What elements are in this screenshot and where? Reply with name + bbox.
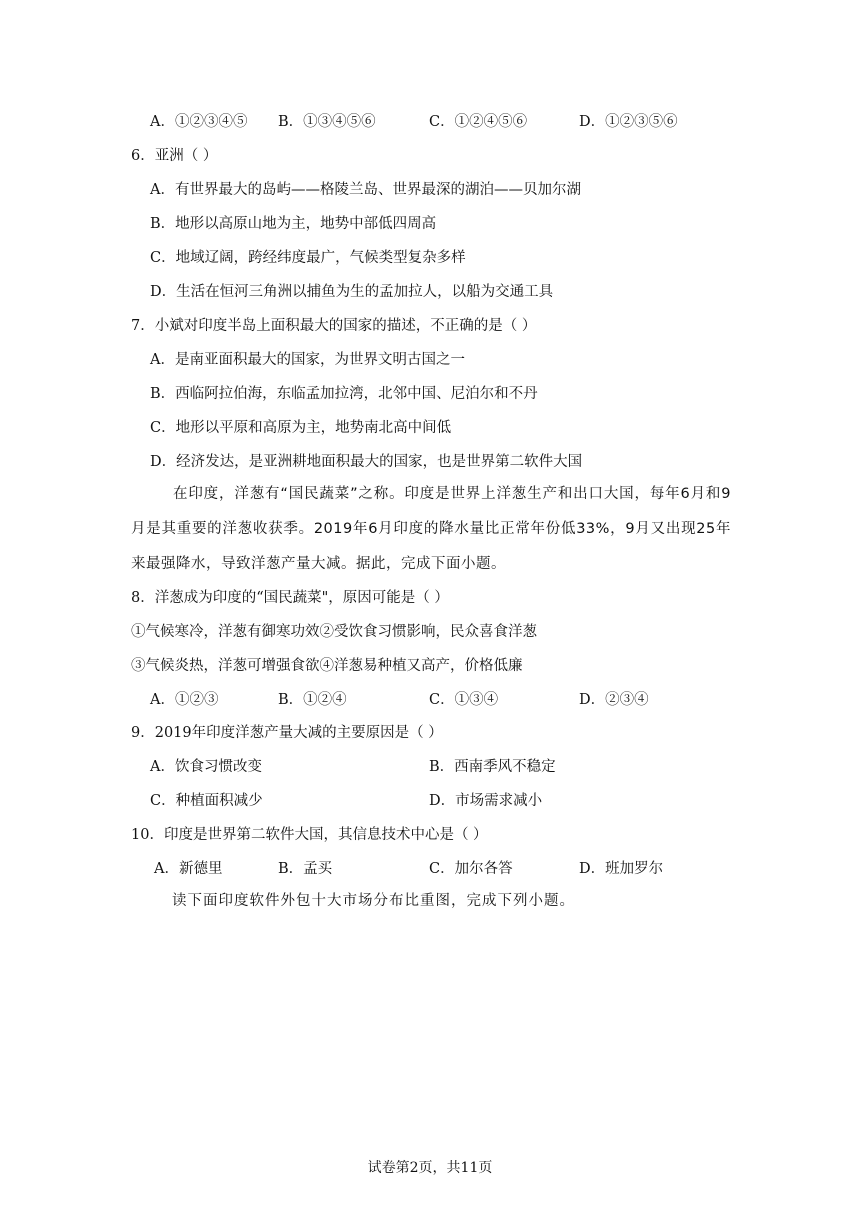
q10-option-a: A．新德里	[154, 861, 223, 877]
page-footer: 试卷第2页，共11页	[367, 1160, 493, 1176]
q8-option-a: A．①②③	[150, 692, 219, 708]
q8-statement-line1: ①气候寒冷，洋葱有御寒功效②受饮食习惯影响，民众喜食洋葱	[131, 624, 537, 640]
q7-stem: 7．小斌对印度半岛上面积最大的国家的描述，不正确的是（ ）	[131, 318, 537, 334]
q8-option-b: B．①②④	[278, 692, 347, 708]
q6-stem: 6．亚洲（ ）	[131, 148, 218, 164]
q5-option-c: C．①②④⑤⑥	[429, 114, 528, 130]
reading-passage: 在印度，洋葱有“国民蔬菜”之称。印度是世界上洋葱生产和出口大国，每年6月和9月是其重要的洋葱收获季。2019年6月印度的降水量比正常年份低33%，9月又出现25年来最强降水，导致洋葱产量大减。据此，完成下面小题。	[131, 486, 731, 572]
q6-option-c: C．地域辽阔，跨经纬度最广，气候类型复杂多样	[150, 250, 466, 266]
q8-option-d: D．②③④	[579, 692, 649, 708]
q6-option-d: D．生活在恒河三角洲以捕鱼为生的孟加拉人，以船为交通工具	[150, 284, 554, 300]
q6-option-b: B．地形以高原山地为主，地势中部低四周高	[150, 216, 437, 232]
q9-option-b: B．西南季风不稳定	[429, 759, 556, 775]
q9-stem: 9．2019年印度洋葱产量大减的主要原因是（ ）	[131, 725, 443, 741]
q8-stem: 8．洋葱成为印度的“国民蔬菜"，原因可能是（ ）	[131, 590, 449, 606]
q7-option-c: C．地形以平原和高原为主，地势南北高中间低	[150, 420, 452, 436]
q8-option-c: C．①③④	[429, 692, 499, 708]
q10-option-b: B．孟买	[278, 861, 333, 877]
q10-option-d: D．班加罗尔	[579, 861, 664, 877]
q7-option-d: D．经济发达，是亚洲耕地面积最大的国家，也是世界第二软件大国	[150, 454, 583, 470]
q7-option-b: B．西临阿拉伯海，东临孟加拉湾，北邻中国、尼泊尔和不丹	[150, 386, 538, 402]
q6-option-a: A．有世界最大的岛屿——格陵兰岛、世界最深的湖泊——贝加尔湖	[150, 182, 581, 198]
q10-option-c: C．加尔各答	[429, 861, 513, 877]
q9-option-a: A．饮食习惯改变	[150, 759, 262, 775]
chart-intro-text: 读下面印度软件外包十大市场分布比重图，完成下列小题。	[172, 893, 575, 909]
q8-statement-line2: ③气候炎热，洋葱可增强食欲④洋葱易种植又高产，价格低廉	[131, 658, 523, 674]
q5-option-d: D．①②③⑤⑥	[579, 114, 678, 130]
q7-option-a: A．是南亚面积最大的国家，为世界文明古国之一	[150, 352, 465, 368]
q5-option-a: A．①②③④⑤	[150, 114, 248, 130]
q10-stem: 10．印度是世界第二软件大国，其信息技术中心是（ ）	[131, 827, 488, 843]
q9-option-c: C．种植面积减少	[150, 793, 263, 809]
q9-option-d: D．市场需求减小	[429, 793, 543, 809]
q5-option-b: B．①③④⑤⑥	[278, 114, 376, 130]
